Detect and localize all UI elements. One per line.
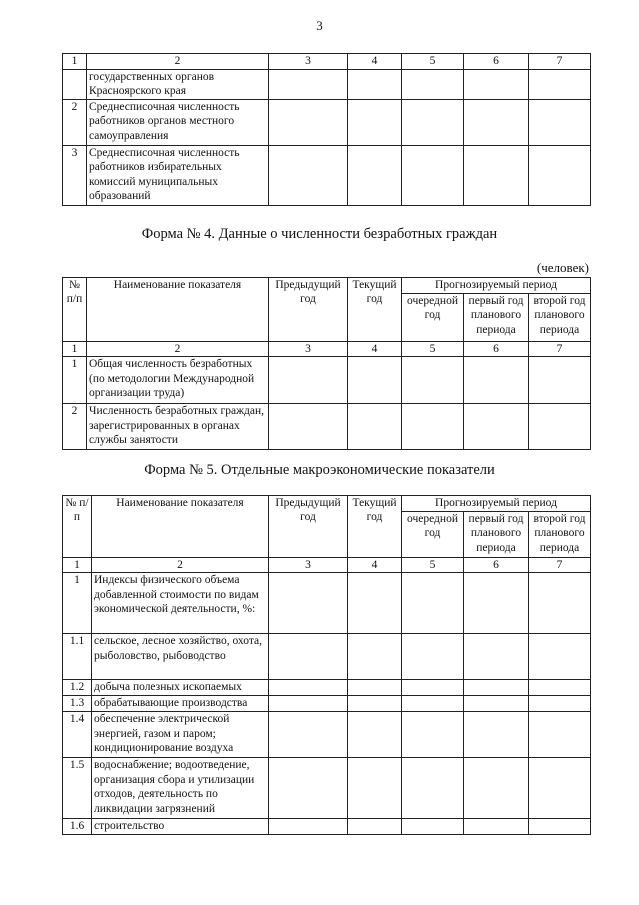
col-number: 5 (402, 558, 464, 573)
data-cell (402, 357, 464, 404)
data-cell (348, 680, 402, 696)
header-forecast: Прогнозируемый период (402, 278, 591, 294)
col-number: 4 (348, 342, 402, 357)
header-num: № п/п (63, 496, 92, 558)
data-cell (269, 680, 348, 696)
data-cell (348, 404, 402, 450)
col-number: 1 (63, 342, 87, 357)
data-cell (402, 146, 464, 206)
table-row (63, 819, 591, 835)
row-number: 2 (63, 404, 87, 450)
column-number-row (63, 558, 591, 573)
data-cell (529, 758, 591, 819)
table-row (63, 696, 591, 712)
row-label: Среднесписочная численность работников органов местного самоуправления (87, 100, 269, 146)
col-number: 2 (87, 54, 269, 70)
table-row (63, 758, 591, 819)
col-number: 3 (269, 342, 348, 357)
data-cell (269, 712, 348, 758)
data-cell (402, 819, 464, 835)
col-number: 6 (464, 54, 529, 70)
col-number: 5 (402, 342, 464, 357)
data-cell (529, 819, 591, 835)
row-label: добыча полезных ископаемых (92, 680, 269, 696)
row-label: обрабатывающие производства (92, 696, 269, 712)
table-row (63, 712, 591, 758)
header-name: Наименование показателя (92, 496, 269, 558)
data-cell (269, 404, 348, 450)
data-cell (529, 696, 591, 712)
row-number: 1.2 (63, 680, 92, 696)
col-number: 1 (63, 54, 87, 70)
header-prev-year: Предыдущий год (269, 496, 348, 558)
data-cell (348, 70, 402, 100)
data-cell (269, 100, 348, 146)
col-number: 2 (87, 342, 269, 357)
row-number: 1.6 (63, 819, 92, 835)
header-plan-year-2: второй год планового периода (529, 294, 591, 342)
data-cell (464, 758, 529, 819)
data-cell (529, 100, 591, 146)
data-cell (464, 357, 529, 404)
table-row (63, 100, 591, 146)
row-label: Среднесписочная численность работников избирательных комиссий муниципальных образований (87, 146, 269, 206)
header-num: № п/п (63, 278, 87, 342)
header-row (63, 496, 591, 512)
header-prev-year: Предыдущий год (269, 278, 348, 342)
data-cell (464, 70, 529, 100)
data-cell (529, 634, 591, 680)
row-number: 1 (63, 357, 87, 404)
row-number (63, 70, 87, 100)
data-cell (269, 634, 348, 680)
col-number: 1 (63, 558, 92, 573)
data-cell (269, 758, 348, 819)
data-cell (348, 146, 402, 206)
col-number: 6 (464, 558, 529, 573)
col-number: 5 (402, 54, 464, 70)
row-number: 1.5 (63, 758, 92, 819)
page-number: 3 (316, 18, 323, 33)
data-cell (464, 573, 529, 634)
col-number: 4 (348, 558, 402, 573)
header-plan-year-1: первый год планового периода (464, 294, 529, 342)
header-next-year: очередной год (402, 294, 464, 342)
data-cell (464, 819, 529, 835)
form4-title: Форма № 4. Данные о численности безработных граждан (141, 226, 498, 242)
col-number: 7 (529, 54, 591, 70)
col-number: 3 (269, 54, 348, 70)
header-plan-year-1: первый год планового периода (464, 512, 529, 558)
data-cell (348, 696, 402, 712)
data-cell (464, 146, 529, 206)
data-cell (402, 100, 464, 146)
row-number: 1.3 (63, 696, 92, 712)
header-row (63, 278, 591, 294)
col-number: 3 (269, 558, 348, 573)
data-cell (269, 573, 348, 634)
table-row (63, 404, 591, 450)
data-cell (402, 680, 464, 696)
form4-unit: (человек) (536, 260, 589, 275)
row-number: 1.1 (63, 634, 92, 680)
column-number-row (63, 54, 591, 70)
data-cell (402, 712, 464, 758)
data-cell (464, 712, 529, 758)
data-cell (529, 70, 591, 100)
table-row (63, 573, 591, 634)
data-cell (348, 634, 402, 680)
header-next-year: очередной год (402, 512, 464, 558)
row-label: Численность безработных граждан, зарегистрированных в органах службы занятости (87, 404, 269, 450)
data-cell (269, 357, 348, 404)
row-label: Общая численность безработных (по методологии Международной организации труда) (87, 357, 269, 404)
row-number: 3 (63, 146, 87, 206)
row-number: 1.4 (63, 712, 92, 758)
data-cell (269, 70, 348, 100)
data-cell (348, 357, 402, 404)
header-current-year: Текущий год (348, 496, 402, 558)
col-number: 7 (529, 342, 591, 357)
header-plan-year-2: второй год планового периода (529, 512, 591, 558)
data-cell (464, 404, 529, 450)
row-label: государственных органов Красноярского края (87, 70, 269, 100)
data-cell (464, 680, 529, 696)
col-number: 7 (529, 558, 591, 573)
data-cell (464, 696, 529, 712)
row-label: обеспечение электрической энергией, газом и паром; кондиционирование воздуха (92, 712, 269, 758)
header-forecast: Прогнозируемый период (402, 496, 591, 512)
row-label: сельское, лесное хозяйство, охота, рыболовство, рыбоводство (92, 634, 269, 680)
col-number: 6 (464, 342, 529, 357)
data-cell (464, 634, 529, 680)
table-row (63, 357, 591, 404)
form5-title: Форма № 5. Отдельные макроэкономические показатели (144, 462, 495, 478)
table-row (63, 146, 591, 206)
form4-table (62, 277, 591, 450)
data-cell (402, 634, 464, 680)
data-cell (348, 819, 402, 835)
row-label: строительство (92, 819, 269, 835)
data-cell (529, 680, 591, 696)
data-cell (402, 573, 464, 634)
table-continuation (62, 53, 591, 206)
header-current-year: Текущий год (348, 278, 402, 342)
data-cell (402, 70, 464, 100)
col-number: 4 (348, 54, 402, 70)
column-number-row (63, 342, 591, 357)
data-cell (348, 100, 402, 146)
data-cell (464, 100, 529, 146)
data-cell (269, 819, 348, 835)
data-cell (529, 573, 591, 634)
row-label: Индексы физического объема добавленной стоимости по видам экономической деятельности, %: (92, 573, 269, 634)
data-cell (529, 404, 591, 450)
data-cell (529, 712, 591, 758)
data-cell (348, 573, 402, 634)
row-number: 1 (63, 573, 92, 634)
data-cell (348, 712, 402, 758)
col-number: 2 (92, 558, 269, 573)
data-cell (348, 758, 402, 819)
table-row (63, 680, 591, 696)
row-label: водоснабжение; водоотведение, организация сбора и утилизации отходов, деятельность по ликвидации загрязнений (92, 758, 269, 819)
data-cell (402, 696, 464, 712)
header-name: Наименование показателя (87, 278, 269, 342)
data-cell (529, 146, 591, 206)
data-cell (529, 357, 591, 404)
data-cell (402, 758, 464, 819)
row-number: 2 (63, 100, 87, 146)
form5-table (62, 495, 591, 835)
data-cell (402, 404, 464, 450)
table-row (63, 634, 591, 680)
data-cell (269, 146, 348, 206)
table-row (63, 70, 591, 100)
data-cell (269, 696, 348, 712)
